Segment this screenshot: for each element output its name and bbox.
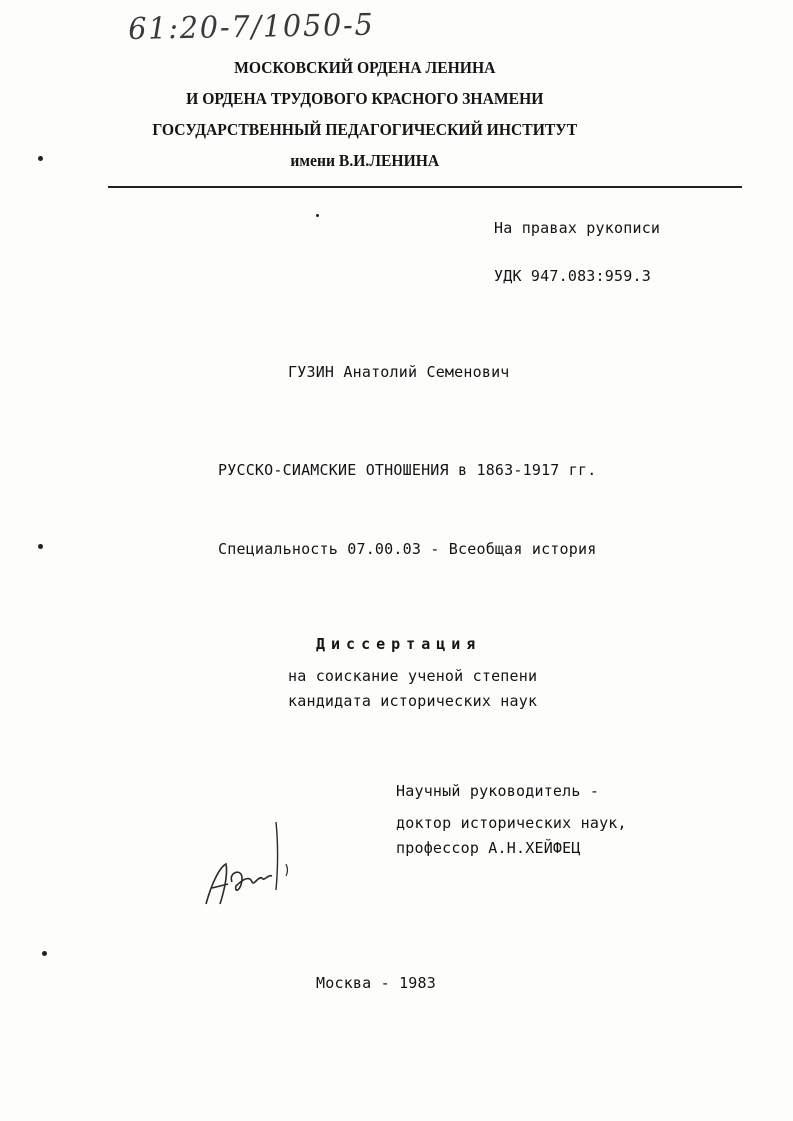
speck-mark — [316, 214, 319, 217]
institution-line-4: имени В.И.ЛЕНИНА — [290, 151, 440, 170]
institution-line-3: ГОСУДАРСТВЕННЫЙ ПЕДАГОГИЧЕСКИЙ ИНСТИТУТ — [152, 120, 578, 139]
punch-mark — [42, 951, 47, 956]
dissertation-label: Диссертация — [316, 635, 482, 653]
manuscript-rights: На правах рукописи — [494, 219, 661, 237]
place-year: Москва - 1983 — [316, 974, 436, 992]
supervisor-line-3: профессор А.Н.ХЕЙФЕЦ — [396, 839, 581, 857]
dissertation-title: РУССКО-СИАМСКИЕ ОТНОШЕНИЯ в 1863-1917 гг. — [218, 461, 597, 479]
udc-code: УДК 947.083:959.3 — [494, 267, 651, 285]
header-divider — [108, 186, 742, 188]
degree-line-1: на соискание ученой степени — [288, 667, 538, 685]
degree-line-2: кандидата исторических наук — [288, 692, 538, 710]
institution-line-2: И ОРДЕНА ТРУДОВОГО КРАСНОГО ЗНАМЕНИ — [186, 89, 544, 108]
supervisor-line-2: доктор исторических наук, — [396, 814, 627, 832]
specialty: Специальность 07.00.03 - Всеобщая история — [218, 540, 597, 558]
supervisor-line-1: Научный руководитель - — [396, 782, 600, 800]
institution-line-1: МОСКОВСКИЙ ОРДЕНА ЛЕНИНА — [234, 58, 496, 77]
punch-mark — [38, 156, 43, 161]
punch-mark — [38, 544, 43, 549]
author-name: ГУЗИН Анатолий Семенович — [288, 363, 510, 381]
signature-handwritten — [198, 812, 298, 922]
archive-code-handwritten: 61:20-7/1050-5 — [128, 7, 375, 47]
